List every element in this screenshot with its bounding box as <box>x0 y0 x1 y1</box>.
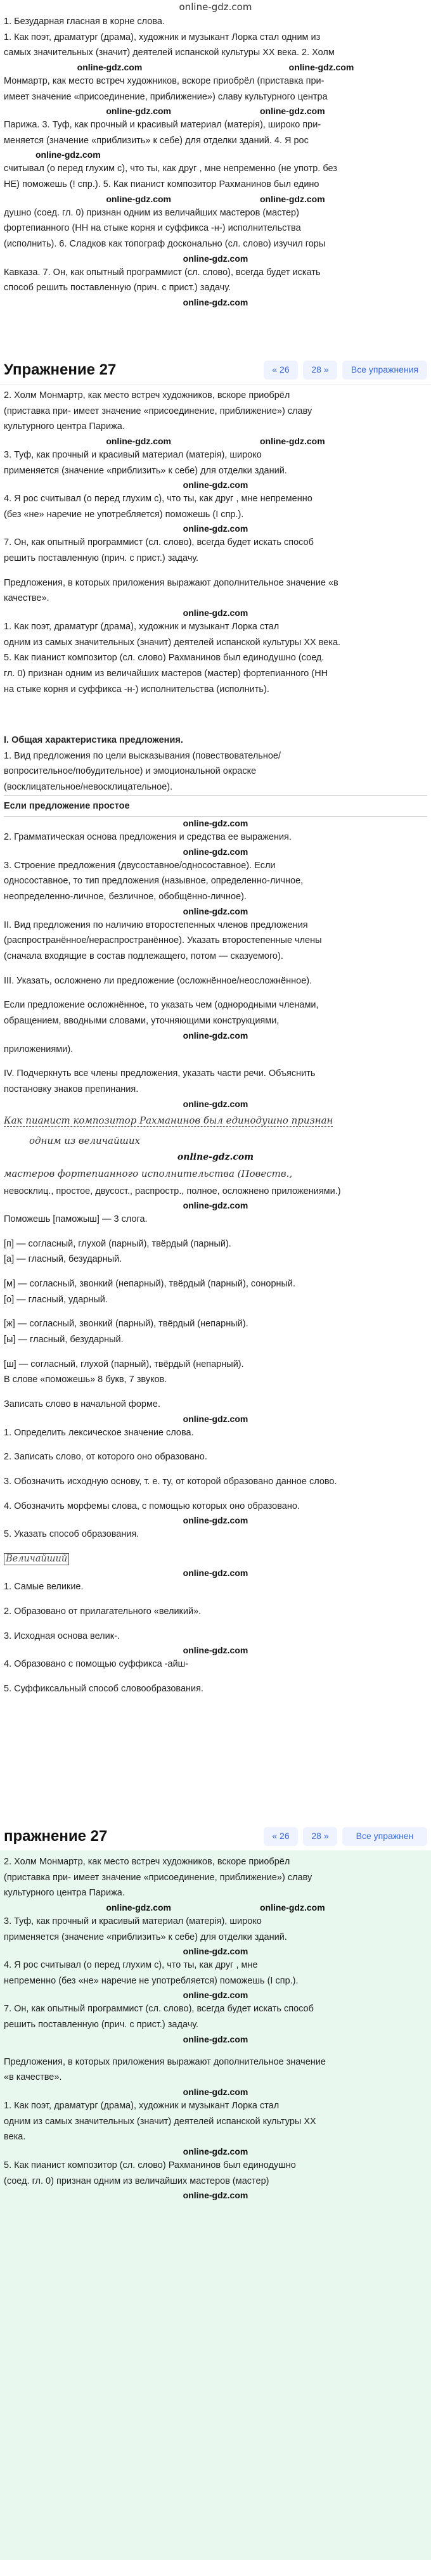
text-line: решить поставленную (прич. с прист.) задачу. <box>4 2020 199 2030</box>
watermark: online-gdz.com <box>183 818 248 829</box>
watermark-row <box>4 105 427 117</box>
text-line: IV. Подчеркнуть все члены предложения, указать части речи. Объяснить <box>4 1068 316 1079</box>
text-line: 4. Обозначить морфемы слова, с помощью которых оно образовано. <box>4 1501 300 1511</box>
scheme-line: одним из величайших <box>29 1134 140 1146</box>
watermark: online-gdz.com <box>183 523 248 534</box>
watermark: online-gdz.com <box>260 106 325 117</box>
text-line: одним из самых значительных (значит) деятелей испанской культуры XX века. <box>4 637 341 648</box>
watermark-row <box>4 1029 427 1042</box>
watermark: online-gdz.com <box>106 1902 171 1913</box>
exercise-header <box>0 1823 431 1850</box>
watermark-row <box>4 817 427 830</box>
scheme-line: мастеров фортепианного исполнительства (Повеств., <box>4 1167 293 1179</box>
text-line: самых значительных (значит) деятелей испанской культуры XX века. 2. Холм <box>4 48 335 58</box>
text-line: культурного центра Парижа. <box>4 1888 125 1899</box>
text-line: на стыке корня и суффикса -н-) исполнительства (исполнить). <box>4 684 269 695</box>
watermark: online-gdz.com <box>260 193 325 204</box>
text-line: [а] — гласный, безударный. <box>4 1254 122 1265</box>
section-2 <box>0 384 431 726</box>
chevron-right-icon: » <box>323 1831 329 1842</box>
text-line: 1. Вид предложения по цели высказывания (повествовательное/ <box>4 750 281 761</box>
prev-exercise-label: 26 <box>280 1831 290 1842</box>
watermark: online-gdz.com <box>177 1151 254 1162</box>
text-line: 2. Грамматическая основа предложения и средства ее выражения. <box>4 832 292 843</box>
text-line: применяется (значение «приблизить» к себе) для отделки зданий. <box>4 465 287 476</box>
text-line: считывал (о перед глухим с), что ты, как друг , мне непременно (не употр. без <box>4 163 337 174</box>
text-line: применяется (значение «приблизить» к себе) для отделки зданий. <box>4 1932 287 1942</box>
text-line: односоставное, то тип предложения (назывное, определенно-личное, <box>4 876 304 887</box>
text-line: 1. Безударная гласная в корне слова. <box>4 16 165 27</box>
analysis-title: I. Общая характеристика предложения. <box>4 735 183 745</box>
text-line: фортепианного (НН на стыке корня и суффикса -н-) исполнительства <box>4 223 301 234</box>
next-exercise-label: 28 <box>311 364 321 375</box>
text-line: 2. Образовано от прилагательного «великий». <box>4 1606 202 1617</box>
text-line: 5. Как пианист композитор (сл. слово) Рахманинов был единодушно (соед. <box>4 653 325 663</box>
watermark-row <box>4 296 427 309</box>
text-line: [м] — согласный, звонкий (непарный), твёрдый (парный), сонорный. <box>4 1279 296 1290</box>
watermark: online-gdz.com <box>183 1515 248 1526</box>
watermark: online-gdz.com <box>77 61 143 72</box>
text-line: [ы] — гласный, безударный. <box>4 1335 124 1345</box>
watermark: online-gdz.com <box>35 150 101 160</box>
text-line: способ решить поставленную (прич. с прист.) задачу. <box>4 283 231 293</box>
text-line: НЕ) поможешь (! спр.). 5. Как пианист композитор Рахманинов был едино <box>4 179 319 190</box>
text-line: 2. Записать слово, от которого оно образовано. <box>4 1452 207 1463</box>
prev-exercise-label: 26 <box>280 364 290 375</box>
table-cell: Если предложение простое <box>4 800 130 811</box>
text-line: 3. Туф, как прочный и красивый материал (матерія), широко <box>4 449 262 460</box>
text-line: вопросительное/побудительное) и эмоциональной окраске <box>4 766 257 777</box>
watermark-row <box>4 1151 427 1163</box>
text-line: 5. Как пианист композитор (сл. слово) Рахманинов был единодушно <box>4 2160 296 2170</box>
watermark-row <box>4 61 427 74</box>
text-line: [о] — гласный, ударный. <box>4 1294 108 1305</box>
watermark: online-gdz.com <box>183 1098 248 1109</box>
watermark-row <box>4 905 427 918</box>
watermark-row <box>4 1199 427 1212</box>
watermark-row <box>4 193 427 205</box>
exercise-title: пражнение 27 <box>4 1827 108 1845</box>
watermark: online-gdz.com <box>183 906 248 916</box>
section-1 <box>0 14 431 356</box>
watermark-row <box>4 522 427 535</box>
text-line: 4. Я рос считывал (о перед глухим с), что ты, как друг , мне <box>4 1960 258 1971</box>
text-line: (соед. гл. 0) признан одним из величайших мастеров (мастер) <box>4 2176 269 2186</box>
watermark: online-gdz.com <box>183 608 248 618</box>
watermark: online-gdz.com <box>183 1946 248 1957</box>
text-line: 2. Холм Монмартр, как место встреч художников, вскоре приобрёл <box>4 1857 290 1867</box>
chevron-left-icon: « <box>272 364 278 375</box>
watermark: online-gdz.com <box>183 1200 248 1211</box>
watermark: online-gdz.com <box>183 1568 248 1579</box>
watermark-row <box>4 1413 427 1425</box>
watermark-row <box>4 1567 427 1579</box>
site-name: online-gdz.com <box>179 1 252 13</box>
watermark: online-gdz.com <box>106 435 171 446</box>
text-line: [ш] — согласный, глухой (парный), твёрдый (непарный). <box>4 1359 244 1369</box>
chevron-left-icon: « <box>272 1831 278 1842</box>
text-line: Предложения, в которых приложения выражают дополнительное значение <box>4 2056 326 2067</box>
text-line: 1. Определить лексическое значение слова. <box>4 1427 194 1438</box>
text-line: 4. Образовано с помощью суффикса -айш- <box>4 1659 189 1670</box>
watermark: online-gdz.com <box>260 435 325 446</box>
exercise-title: Упражнение 27 <box>4 361 117 378</box>
watermark-row <box>4 1514 427 1527</box>
next-exercise-button[interactable] <box>303 361 337 380</box>
next-exercise-button[interactable] <box>303 1827 337 1846</box>
text-line: Если предложение осложнённое, то указать чем (однородными членами, <box>4 1000 319 1011</box>
text-line: «в качестве». <box>4 2072 62 2083</box>
text-line: В слове «поможешь» 8 букв, 7 звуков. <box>4 1375 167 1385</box>
watermark: online-gdz.com <box>106 106 171 117</box>
text-line: (приставка при- имеет значение «присоединение, приближение») славу <box>4 406 312 416</box>
text-line: века. <box>4 2132 26 2143</box>
watermark: online-gdz.com <box>106 193 171 204</box>
chevron-right-icon: » <box>323 364 329 375</box>
text-line: Монмартр, как место встреч художников, вскоре приобрёл (приставка при- <box>4 75 325 86</box>
text-line: 3. Исходная основа велик-. <box>4 1631 120 1641</box>
text-line: гл. 0) признан одним из величайших мастеров (мастер) фортепианного (НН <box>4 668 328 679</box>
watermark: online-gdz.com <box>183 846 248 857</box>
text-line: 4. Я рос считывал (о перед глухим с), что ты, как друг , мне непременно <box>4 494 312 504</box>
watermark: online-gdz.com <box>183 480 248 490</box>
text-line: приложениями). <box>4 1044 74 1054</box>
text-line: (сначала входящие в состав подлежащего, потом — сказуемого). <box>4 951 283 962</box>
exercise-header <box>0 356 431 384</box>
watermark-row <box>4 1989 427 2001</box>
text-line: 1. Самые великие. <box>4 1582 84 1592</box>
site-header <box>0 0 431 14</box>
watermark-row <box>4 252 427 265</box>
watermark: online-gdz.com <box>183 1413 248 1424</box>
watermark-row <box>4 2145 427 2158</box>
text-line: II. Вид предложения по наличию второстепенных членов предложения <box>4 920 308 930</box>
watermark: online-gdz.com <box>183 2190 248 2201</box>
text-line: (приставка при- имеет значение «присоединение, приближение») славу <box>4 1872 312 1883</box>
watermark-row <box>4 1945 427 1958</box>
watermark-row <box>4 606 427 619</box>
text-line: 1. Как поэт, драматург (драма), художник и музыкант Лорка стал <box>4 622 280 632</box>
all-exercises-button[interactable]: Все упражнен <box>342 1827 427 1846</box>
text-line: 5. Указать способ образования. <box>4 1529 139 1540</box>
text-line: постановку знаков препинания. <box>4 1084 139 1094</box>
watermark: online-gdz.com <box>183 2034 248 2044</box>
watermark-row <box>4 2189 427 2201</box>
prev-exercise-button[interactable] <box>264 1827 298 1846</box>
watermark-row <box>4 148 427 161</box>
table-row <box>4 795 427 817</box>
next-exercise-label: 28 <box>311 1831 321 1842</box>
watermark-row <box>4 1098 427 1110</box>
text-line: 3. Строение предложения (двусоставное/односоставное). Если <box>4 860 276 871</box>
scheme-line: Как пианист композитор Рахманинов был единодушно признан <box>4 1114 333 1126</box>
text-line: Предложения, в которых приложения выражают дополнительное значение «в <box>4 577 338 588</box>
watermark: online-gdz.com <box>183 1645 248 1656</box>
text-line: 7. Он, как опытный программист (сл. слово), всегда будет искать способ <box>4 2004 314 2015</box>
text-line: душно (соед. гл. 0) признан одним из величайших мастеров (мастер) <box>4 207 299 218</box>
analysis-section <box>0 726 431 1816</box>
text-line: 3. Обозначить исходную основу, т. е. ту, от которой образовано данное слово. <box>4 1476 337 1487</box>
text-line: 5. Суффиксальный способ словообразования. <box>4 1683 204 1694</box>
watermark: online-gdz.com <box>183 297 248 307</box>
watermark: online-gdz.com <box>183 1030 248 1041</box>
text-line: невосклиц., простое, двусост., распростр., полное, осложнено приложениями.) <box>4 1186 341 1196</box>
watermark-row <box>4 1644 427 1656</box>
watermark-row <box>4 2033 427 2046</box>
text-line: Поможешь [паможыш] — 3 слога. <box>4 1214 148 1225</box>
section-3 <box>0 1850 431 2560</box>
watermark: online-gdz.com <box>288 61 354 72</box>
text-line: непременно (без «не» наречие не употребляется) поможешь (I спр.). <box>4 1975 299 1986</box>
all-exercises-button[interactable]: Все упражнения <box>342 361 427 380</box>
text-line: (без «не» наречие не употребляется) поможешь (I спр.). <box>4 509 244 520</box>
text-line: решить поставленную (прич. с прист.) задачу. <box>4 553 199 564</box>
text-line: [ж] — согласный, звонкий (парный), твёрдый (непарный). <box>4 1319 248 1330</box>
text-line: Парижа. 3. Туф, как прочный и красивый материал (матерія), широко при- <box>4 120 321 131</box>
watermark-row <box>4 478 427 491</box>
watermark: online-gdz.com <box>183 2146 248 2156</box>
watermark-row <box>4 1901 427 1914</box>
text-line: 7. Он, как опытный программист (сл. слово), всегда будет искать способ <box>4 537 314 548</box>
text-line: неопределенно-личное, безличное, обобщённо-личное). <box>4 892 247 902</box>
text-line: (восклицательное/невосклицательное). <box>4 781 173 792</box>
text-line: качестве». <box>4 593 49 604</box>
text-line: 1. Как поэт, драматург (драма), художник и музыкант Лорка стал одним из <box>4 32 321 42</box>
text-line: 3. Туф, как прочный и красивый материал (матерія), широко <box>4 1916 262 1926</box>
text-line: имеет значение «присоединение, приближение») славу культурного центра <box>4 91 328 102</box>
text-line: культурного центра Парижа. <box>4 421 125 432</box>
watermark: online-gdz.com <box>183 1990 248 2001</box>
prev-exercise-button[interactable] <box>264 361 298 380</box>
text-line: (распространённое/нераспространённое). Указать второстепенные члены <box>4 935 322 946</box>
watermark: online-gdz.com <box>260 1902 325 1913</box>
text-line: меняется (значение «приблизить» к себе) для отделки зданий. 4. Я рос <box>4 135 309 146</box>
watermark-row <box>4 2086 427 2098</box>
text-line: [п] — согласный, глухой (парный), твёрдый (парный). <box>4 1238 231 1249</box>
text-line: (исполнить). 6. Сладков как топограф досконально (сл. слово) изучил горы <box>4 239 326 250</box>
morph-word: Величайший <box>4 1553 69 1565</box>
sentence-scheme <box>4 1110 427 1184</box>
watermark-row <box>4 845 427 858</box>
text-line: одним из самых значительных (значит) деятелей испанской культуры XX <box>4 2116 316 2127</box>
text-line: 1. Как поэт, драматург (драма), художник и музыкант Лорка стал <box>4 2101 280 2111</box>
text-line: обращением, вводными словами, уточняющими конструкциями, <box>4 1015 280 1026</box>
watermark-row <box>4 435 427 447</box>
text-line: III. Указать, осложнено ли предложение (осложнённое/неосложнённое). <box>4 975 312 986</box>
watermark: online-gdz.com <box>183 253 248 264</box>
text-line: Кавказа. 7. Он, как опытный программист (сл. слово), всегда будет искать <box>4 267 321 278</box>
watermark: online-gdz.com <box>183 2087 248 2098</box>
text-line: Записать слово в начальной форме. <box>4 1399 161 1409</box>
text-line: 2. Холм Монмартр, как место встреч художников, вскоре приобрёл <box>4 390 290 400</box>
